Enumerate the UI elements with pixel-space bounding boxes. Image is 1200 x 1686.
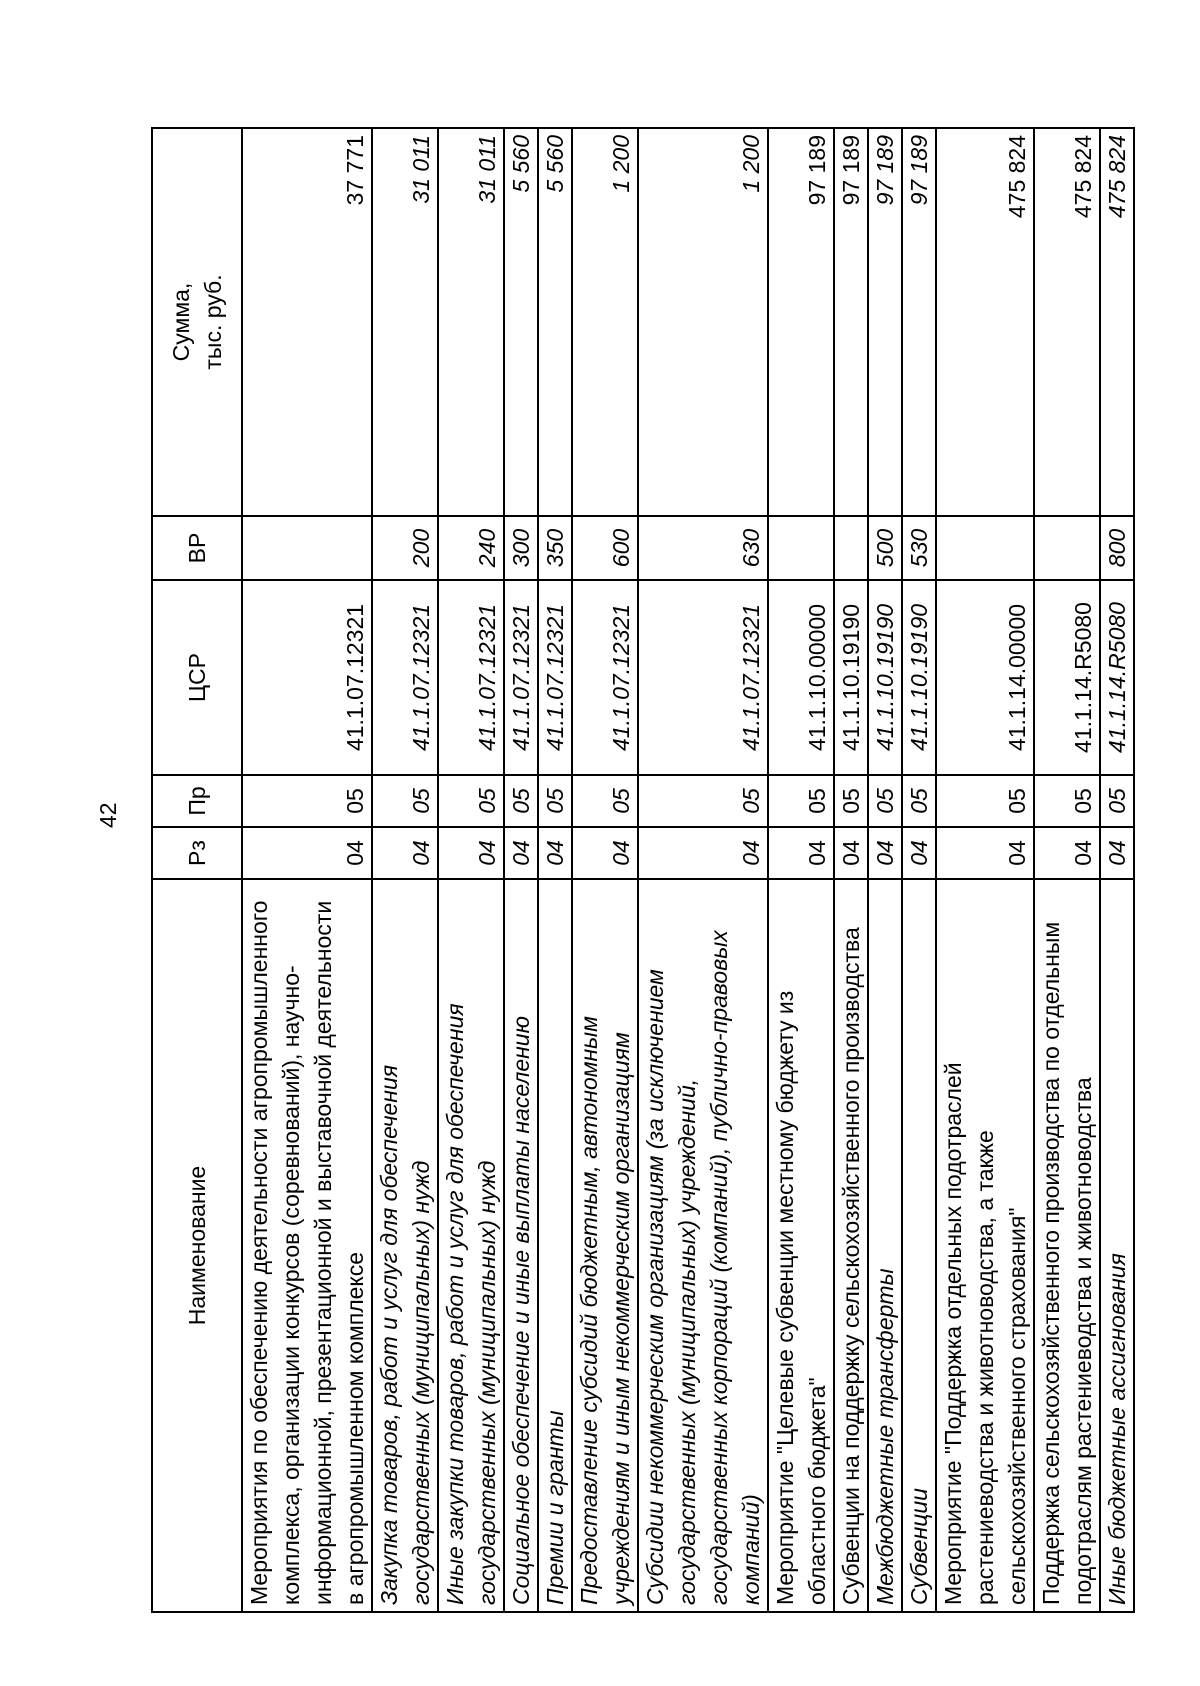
cell-rz: 04 xyxy=(504,827,538,879)
cell-vr xyxy=(834,516,868,580)
cell-rz: 04 xyxy=(868,827,902,879)
cell-sum: 97 189 xyxy=(834,128,868,516)
budget-table-container xyxy=(151,129,1130,1613)
table-row xyxy=(1034,128,1100,1612)
cell-sum: 5 560 xyxy=(504,128,538,516)
table-row xyxy=(868,128,902,1612)
table-row xyxy=(538,128,572,1612)
cell-vr: 300 xyxy=(504,516,538,580)
cell-vr xyxy=(768,516,834,580)
cell-vr xyxy=(936,516,1034,580)
cell-csr: 41.1.07.12321 xyxy=(638,580,768,775)
cell-csr: 41.1.14.R5080 xyxy=(1100,580,1134,775)
cell-pr: 05 xyxy=(372,775,438,827)
cell-csr: 41.1.10.00000 xyxy=(768,580,834,775)
cell-name: Мероприятие "Целевые субвенции местному бюджету из областного бюджета" xyxy=(768,879,834,1612)
header-rz: Рз xyxy=(152,827,242,879)
cell-sum: 5 560 xyxy=(538,128,572,516)
cell-sum: 97 189 xyxy=(902,128,936,516)
cell-csr: 41.1.10.19190 xyxy=(868,580,902,775)
cell-sum: 1 200 xyxy=(572,128,638,516)
cell-pr: 05 xyxy=(868,775,902,827)
cell-rz: 04 xyxy=(902,827,936,879)
cell-sum: 1 200 xyxy=(638,128,768,516)
cell-name: Поддержка сельскохозяйственного производства по отдельным подотраслям растениеводства и животноводства xyxy=(1034,879,1100,1612)
cell-vr: 240 xyxy=(438,516,504,580)
cell-name: Субвенции xyxy=(902,879,936,1612)
cell-pr: 05 xyxy=(538,775,572,827)
table-row xyxy=(902,128,936,1612)
cell-csr: 41.1.10.19190 xyxy=(902,580,936,775)
table-row xyxy=(242,128,372,1612)
cell-vr: 200 xyxy=(372,516,438,580)
cell-sum: 97 189 xyxy=(868,128,902,516)
cell-sum: 475 824 xyxy=(936,128,1034,516)
cell-name: Премии и гранты xyxy=(538,879,572,1612)
header-sum-line1: Сумма, xyxy=(168,282,194,362)
cell-csr: 41.1.10.19190 xyxy=(834,580,868,775)
table-row xyxy=(936,128,1034,1612)
header-csr: ЦСР xyxy=(152,580,242,775)
cell-rz: 04 xyxy=(538,827,572,879)
cell-csr: 41.1.07.12321 xyxy=(504,580,538,775)
table-row xyxy=(504,128,538,1612)
cell-rz: 04 xyxy=(638,827,768,879)
header-name: Наименование xyxy=(152,879,242,1612)
cell-sum: 31 011 xyxy=(438,128,504,516)
cell-rz: 04 xyxy=(768,827,834,879)
cell-rz: 04 xyxy=(572,827,638,879)
table-row xyxy=(1100,128,1134,1612)
cell-vr: 500 xyxy=(868,516,902,580)
cell-pr: 05 xyxy=(572,775,638,827)
cell-csr: 41.1.07.12321 xyxy=(438,580,504,775)
cell-csr: 41.1.07.12321 xyxy=(372,580,438,775)
table-row xyxy=(638,128,768,1612)
cell-pr: 05 xyxy=(936,775,1034,827)
header-sum-line2: тыс. руб. xyxy=(200,274,226,370)
cell-vr xyxy=(1034,516,1100,580)
cell-pr: 05 xyxy=(902,775,936,827)
cell-rz: 04 xyxy=(834,827,868,879)
cell-pr: 05 xyxy=(1100,775,1134,827)
cell-sum: 31 011 xyxy=(372,128,438,516)
cell-csr: 41.1.07.12321 xyxy=(242,580,372,775)
cell-sum: 97 189 xyxy=(768,128,834,516)
cell-pr: 05 xyxy=(242,775,372,827)
cell-csr: 41.1.07.12321 xyxy=(538,580,572,775)
cell-vr: 350 xyxy=(538,516,572,580)
cell-csr: 41.1.14.R5080 xyxy=(1034,580,1100,775)
table-row xyxy=(768,128,834,1612)
cell-vr xyxy=(242,516,372,580)
cell-name: Иные бюджетные ассигнования xyxy=(1100,879,1134,1612)
cell-name: Закупка товаров, работ и услуг для обеспечения государственных (муниципальных) нужд xyxy=(372,879,438,1612)
cell-vr: 530 xyxy=(902,516,936,580)
cell-csr: 41.1.14.00000 xyxy=(936,580,1034,775)
cell-rz: 04 xyxy=(1100,827,1134,879)
cell-pr: 05 xyxy=(834,775,868,827)
cell-rz: 04 xyxy=(438,827,504,879)
header-pr: Пр xyxy=(152,775,242,827)
header-sum xyxy=(152,128,242,516)
cell-vr: 800 xyxy=(1100,516,1134,580)
table-header-row xyxy=(152,128,242,1612)
cell-name: Субвенции на поддержку сельскохозяйственного производства xyxy=(834,879,868,1612)
table-row xyxy=(372,128,438,1612)
table-row xyxy=(572,128,638,1612)
budget-table xyxy=(151,127,1135,1613)
cell-vr: 630 xyxy=(638,516,768,580)
cell-name: Иные закупки товаров, работ и услуг для обеспечения государственных (муниципальных) нужд xyxy=(438,879,504,1612)
cell-sum: 37 771 xyxy=(242,128,372,516)
cell-vr: 600 xyxy=(572,516,638,580)
cell-pr: 05 xyxy=(1034,775,1100,827)
cell-pr: 05 xyxy=(438,775,504,827)
table-row xyxy=(834,128,868,1612)
cell-pr: 05 xyxy=(638,775,768,827)
header-vr: ВР xyxy=(152,516,242,580)
cell-rz: 04 xyxy=(1034,827,1100,879)
cell-name: Мероприятие "Поддержка отдельных подотраслей растениеводства и животноводства, а также сельскохозяйственного страхования" xyxy=(936,879,1034,1612)
cell-name: Мероприятия по обеспечению деятельности агропромышленного комплекса, организации конкурсов (соревнований), научно-информационной, презентационной и выставочной деятельности в агропромышленном комплексе xyxy=(242,879,372,1612)
cell-rz: 04 xyxy=(242,827,372,879)
cell-name: Социальное обеспечение и иные выплаты населению xyxy=(504,879,538,1612)
cell-sum: 475 824 xyxy=(1034,128,1100,516)
cell-rz: 04 xyxy=(936,827,1034,879)
cell-name: Межбюджетные трансферты xyxy=(868,879,902,1612)
cell-rz: 04 xyxy=(372,827,438,879)
page-number: 42 xyxy=(95,802,121,828)
cell-name: Предоставление субсидий бюджетным, автономным учреждениям и иным некоммерческим организациям xyxy=(572,879,638,1612)
cell-name: Субсидии некоммерческим организациям (за исключением государственных (муниципальных) учреждений, государственных корпораций (компаний), публично-правовых компаний) xyxy=(638,879,768,1612)
cell-csr: 41.1.07.12321 xyxy=(572,580,638,775)
cell-pr: 05 xyxy=(504,775,538,827)
table-row xyxy=(438,128,504,1612)
cell-sum: 475 824 xyxy=(1100,128,1134,516)
cell-pr: 05 xyxy=(768,775,834,827)
